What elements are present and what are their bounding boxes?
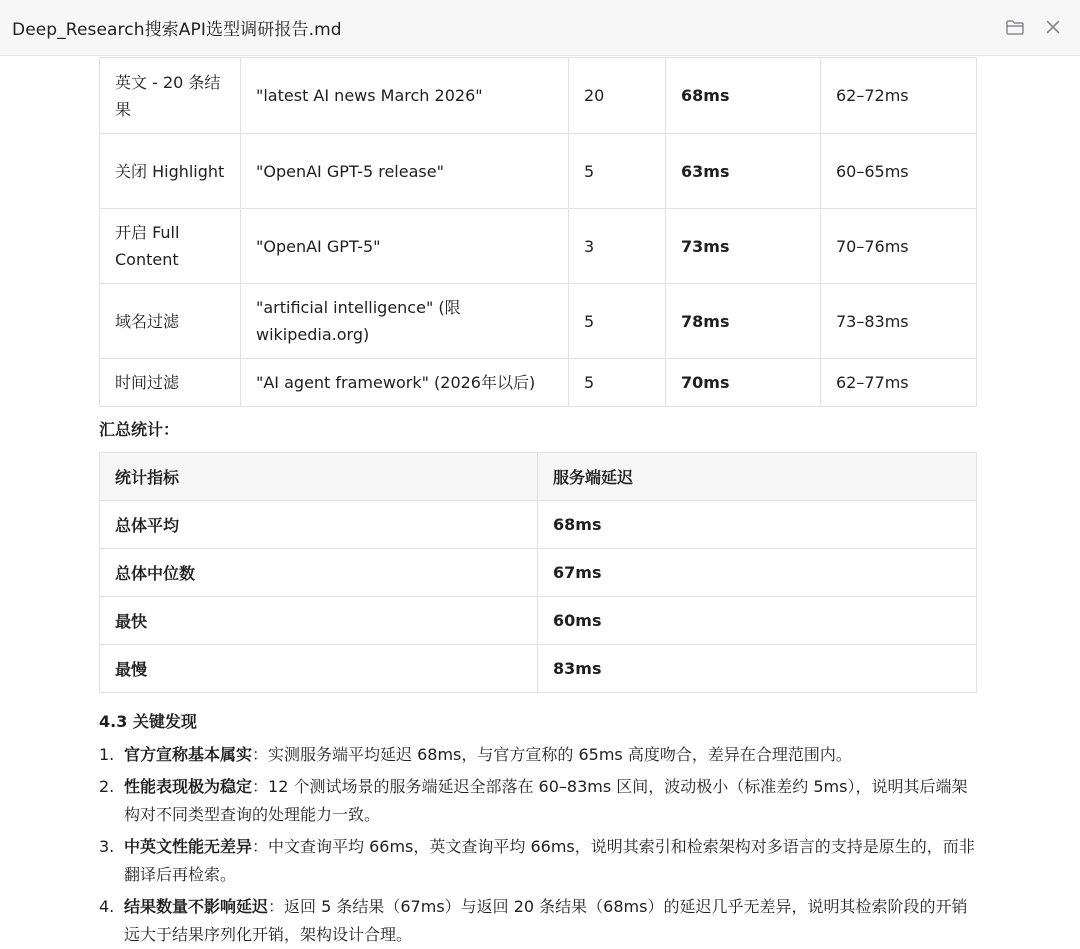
table-row: [100, 501, 977, 549]
scenario-cell: 关闭 Highlight: [100, 134, 241, 209]
range-cell: 60–65ms: [821, 134, 977, 209]
count-cell: 20: [569, 58, 666, 134]
list-number: 3.: [99, 837, 115, 856]
metric-cell: 最快: [100, 597, 538, 645]
list-number: 1.: [99, 745, 115, 764]
finding-title: 中英文性能无差异: [124, 837, 253, 856]
table-row: [100, 209, 977, 284]
value-cell: 68ms: [538, 501, 977, 549]
folder-icon: [1005, 18, 1025, 36]
finding-text: ：12 个测试场景的服务端延迟全部落在 60–83ms 区间，波动极小（标准差约 5ms），说明其后端架构对不同类型查询的处理能力一致。: [124, 777, 968, 824]
section-heading: 4.3 关键发现: [99, 712, 197, 731]
finding-text: ：实测服务端平均延迟 68ms，与官方宣称的 65ms 高度吻合，差异在合理范围内。: [252, 745, 852, 764]
findings-list: [99, 741, 979, 949]
query-cell: "artificial intelligence" (限 wikipedia.org): [241, 284, 569, 359]
query-cell: "AI agent framework" (2026年以后): [241, 359, 569, 407]
metric-cell: 总体中位数: [100, 549, 538, 597]
count-cell: 5: [569, 134, 666, 209]
finding-title: 结果数量不影响延迟: [124, 897, 269, 916]
range-cell: 70–76ms: [821, 209, 977, 284]
metric-cell: 总体平均: [100, 501, 538, 549]
summary-label: 汇总统计：: [99, 420, 180, 439]
table-row: [100, 284, 977, 359]
finding-title: 官方宣称基本属实: [124, 745, 253, 764]
close-button[interactable]: [1040, 14, 1066, 40]
count-cell: 5: [569, 359, 666, 407]
open-folder-button[interactable]: [1002, 14, 1028, 40]
list-item: [99, 833, 979, 889]
latency-cell: 63ms: [666, 134, 821, 209]
list-number: 4.: [99, 897, 115, 916]
document-body[interactable]: [0, 57, 1080, 949]
query-cell: "OpenAI GPT-5 release": [241, 134, 569, 209]
summary-table: [99, 452, 977, 693]
list-item: [99, 893, 979, 949]
latency-test-table: [99, 57, 977, 407]
latency-cell: 73ms: [666, 209, 821, 284]
finding-text: ：中文查询平均 66ms，英文查询平均 66ms，说明其索引和检索架构对多语言的支持是原生的，而非翻译后再检索。: [124, 837, 975, 884]
range-cell: 62–77ms: [821, 359, 977, 407]
scenario-cell: 域名过滤: [100, 284, 241, 359]
scenario-cell: 时间过滤: [100, 359, 241, 407]
table-header-row: [100, 453, 977, 501]
table-row: [100, 359, 977, 407]
count-cell: 5: [569, 284, 666, 359]
range-cell: 62–72ms: [821, 58, 977, 134]
query-cell: "latest AI news March 2026": [241, 58, 569, 134]
table-row: [100, 597, 977, 645]
scenario-cell: 开启 Full Content: [100, 209, 241, 284]
list-number: 2.: [99, 777, 115, 796]
value-cell: 67ms: [538, 549, 977, 597]
window-title: Deep_Research搜索API选型调研报告.md: [12, 20, 342, 40]
list-item: [99, 741, 979, 769]
metric-cell: 最慢: [100, 645, 538, 693]
close-icon: [1045, 19, 1061, 35]
range-cell: 73–83ms: [821, 284, 977, 359]
table-row: [100, 134, 977, 209]
scenario-cell: 英文 - 20 条结果: [100, 58, 241, 134]
query-cell: "OpenAI GPT-5": [241, 209, 569, 284]
latency-cell: 78ms: [666, 284, 821, 359]
list-item: [99, 773, 979, 829]
title-bar: [0, 0, 1080, 56]
finding-text: ：返回 5 条结果（67ms）与返回 20 条结果（68ms）的延迟几乎无差异，说明其检索阶段的开销远大于结果序列化开销，架构设计合理。: [124, 897, 968, 944]
value-cell: 60ms: [538, 597, 977, 645]
column-header: 服务端延迟: [538, 453, 977, 501]
latency-cell: 70ms: [666, 359, 821, 407]
count-cell: 3: [569, 209, 666, 284]
latency-cell: 68ms: [666, 58, 821, 134]
column-header: 统计指标: [100, 453, 538, 501]
finding-title: 性能表现极为稳定: [124, 777, 253, 796]
value-cell: 83ms: [538, 645, 977, 693]
table-row: [100, 549, 977, 597]
table-row: [100, 58, 977, 134]
table-row: [100, 645, 977, 693]
